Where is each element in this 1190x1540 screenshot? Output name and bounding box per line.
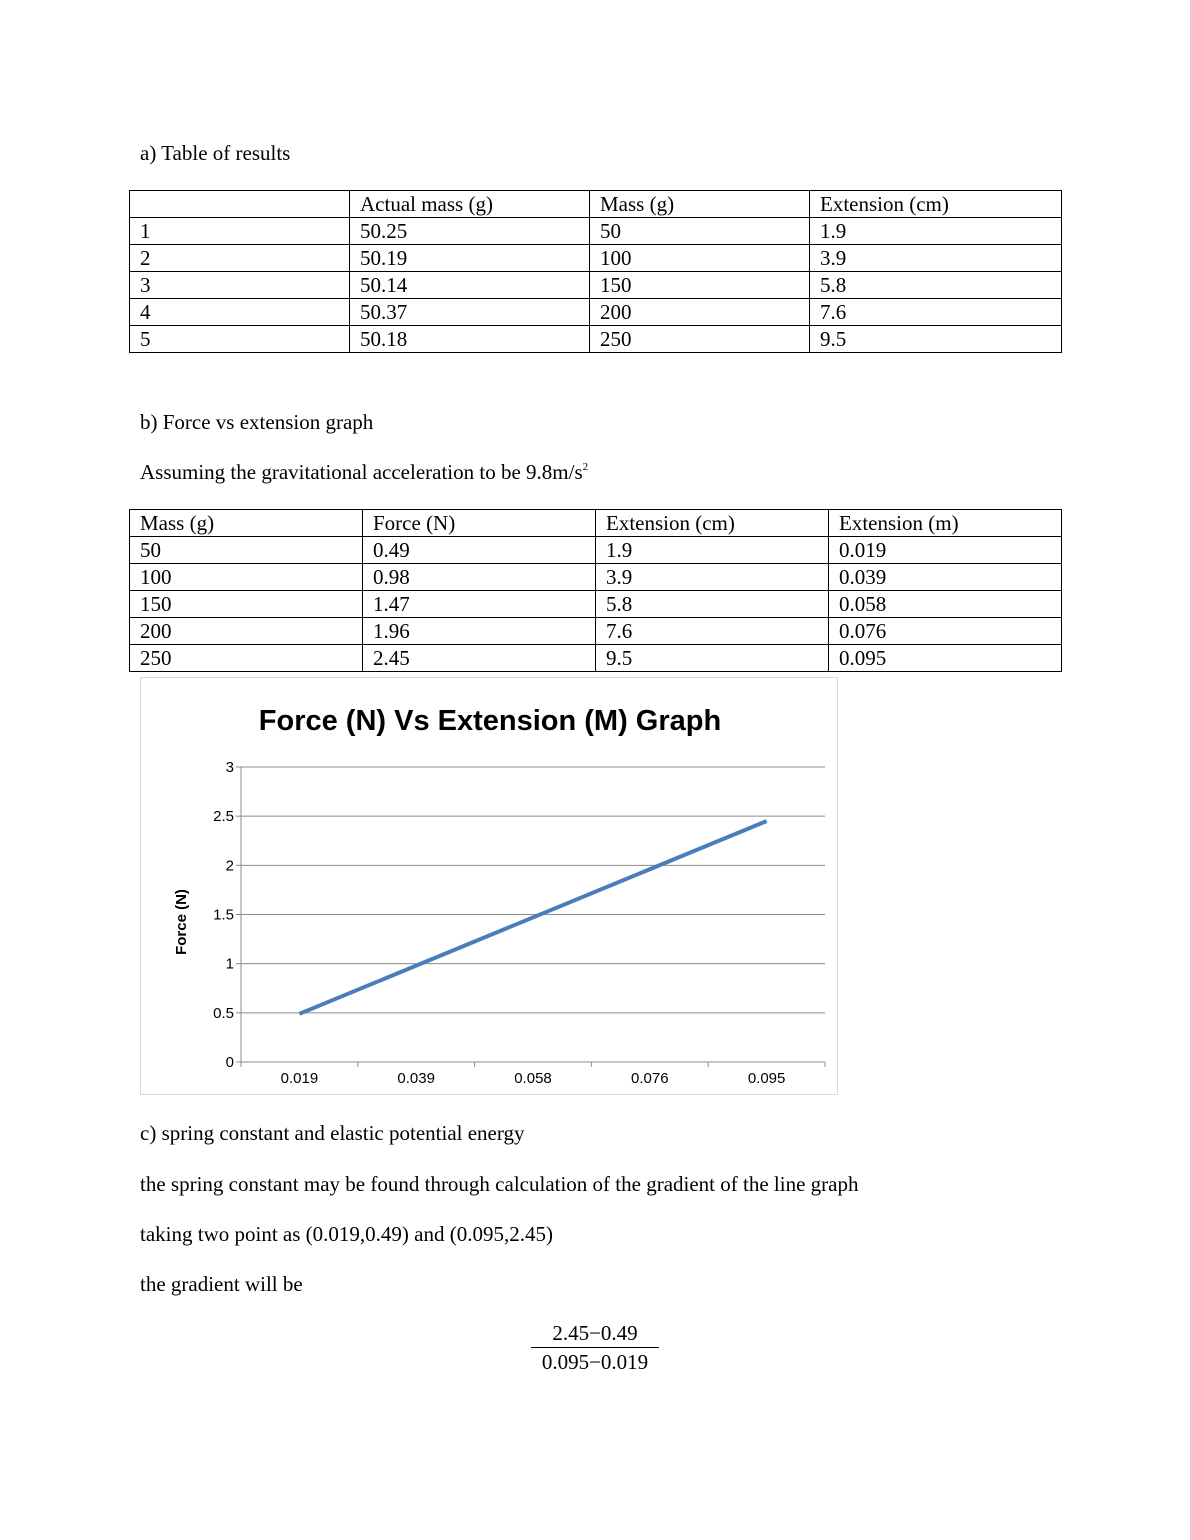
assumption-text: Assuming the gravitational acceleration to be 9.8m/s [140,460,583,484]
table-cell: 2.45 [363,645,596,672]
table-cell: 200 [130,618,363,645]
table-cell: 50.14 [350,272,590,299]
table-cell: 50.19 [350,245,590,272]
section-b-heading: b) Force vs extension graph [140,410,374,434]
table-row [130,618,1062,645]
header-cell: Extension (cm) [596,510,829,537]
fraction-denominator: 0.095−0.019 [541,1350,649,1374]
table-cell: 50.18 [350,326,590,353]
table-row [130,245,1062,272]
table-cell: 150 [590,272,810,299]
table-cell: 2 [130,245,350,272]
table-cell: 1 [130,218,350,245]
table-row [130,326,1062,353]
gradient-text: the gradient will be [140,1272,303,1296]
table-cell: 9.5 [810,326,1062,353]
table-cell: 9.5 [596,645,829,672]
results-table [129,190,1062,353]
force-table [129,509,1062,672]
table-cell: 4 [130,299,350,326]
table-cell: 250 [130,645,363,672]
table-row [130,272,1062,299]
table-row [130,218,1062,245]
table-row [130,299,1062,326]
table-cell: 100 [130,564,363,591]
y-tick-label: 2 [225,857,234,875]
table-cell: 0.076 [829,618,1062,645]
table-cell: 50.37 [350,299,590,326]
two-points-text: taking two point as (0.019,0.49) and (0.095,2.45) [140,1222,553,1246]
header-cell: Mass (g) [130,510,363,537]
table-cell: 7.6 [810,299,1062,326]
header-cell: Force (N) [363,510,596,537]
header-cell: Actual mass (g) [350,191,590,218]
table-cell: 1.47 [363,591,596,618]
y-tick-label: 1 [225,955,234,973]
table-cell: 1.9 [596,537,829,564]
gravity-assumption [140,460,588,485]
x-tick-label: 0.076 [631,1070,669,1087]
y-tick-label: 0 [225,1054,234,1071]
x-tick-label: 0.039 [397,1070,435,1087]
y-tick-label: 1.5 [213,906,234,924]
table-header-row [130,191,1062,218]
y-axis-label: Force (N) [173,889,190,955]
table-cell: 0.49 [363,537,596,564]
table-cell: 50 [130,537,363,564]
table-cell: 50 [590,218,810,245]
table-cell: 1.96 [363,618,596,645]
spring-constant-text: the spring constant may be found through calculation of the gradient of the line graph [140,1172,859,1196]
chart-series [299,821,766,1014]
table-cell: 150 [130,591,363,618]
table-cell: 250 [590,326,810,353]
y-tick-label: 3 [225,759,234,776]
table-cell: 0.095 [829,645,1062,672]
header-cell: Extension (cm) [810,191,1062,218]
y-tick-label: 0.5 [213,1004,234,1022]
x-tick-label: 0.019 [280,1070,319,1087]
series-line [299,821,766,1014]
section-c-heading: c) spring constant and elastic potential energy [140,1121,525,1145]
table-cell: 200 [590,299,810,326]
chart-gridlines [241,767,825,1013]
table-cell: 3 [130,272,350,299]
table-cell: 5.8 [810,272,1062,299]
table-cell: 100 [590,245,810,272]
chart-canvas [141,678,839,1096]
y-tick-label: 2.5 [213,808,234,826]
table-cell: 0.039 [829,564,1062,591]
table-row [130,591,1062,618]
table-cell: 7.6 [596,618,829,645]
table-cell: 3.9 [596,564,829,591]
table-cell: 1.9 [810,218,1062,245]
table-cell: 0.019 [829,537,1062,564]
table-row [130,564,1062,591]
table-row [130,645,1062,672]
assumption-superscript: 2 [582,461,589,473]
x-tick-label: 0.058 [514,1070,552,1087]
chart-title: Force (N) Vs Extension (M) Graph [258,705,722,737]
table-cell: 0.058 [829,591,1062,618]
header-cell [130,191,350,218]
table-cell: 5.8 [596,591,829,618]
gradient-fraction [531,1320,659,1375]
section-a-heading: a) Table of results [140,141,291,165]
fraction-bar [531,1347,659,1348]
table-cell: 50.25 [350,218,590,245]
force-extension-chart [140,677,838,1095]
table-header-row [130,510,1062,537]
table-cell: 5 [130,326,350,353]
fraction-numerator: 2.45−0.49 [552,1321,638,1345]
header-cell: Extension (m) [829,510,1062,537]
table-cell: 3.9 [810,245,1062,272]
table-cell: 0.98 [363,564,596,591]
table-row [130,537,1062,564]
header-cell: Mass (g) [590,191,810,218]
x-tick-label: 0.095 [747,1070,786,1087]
